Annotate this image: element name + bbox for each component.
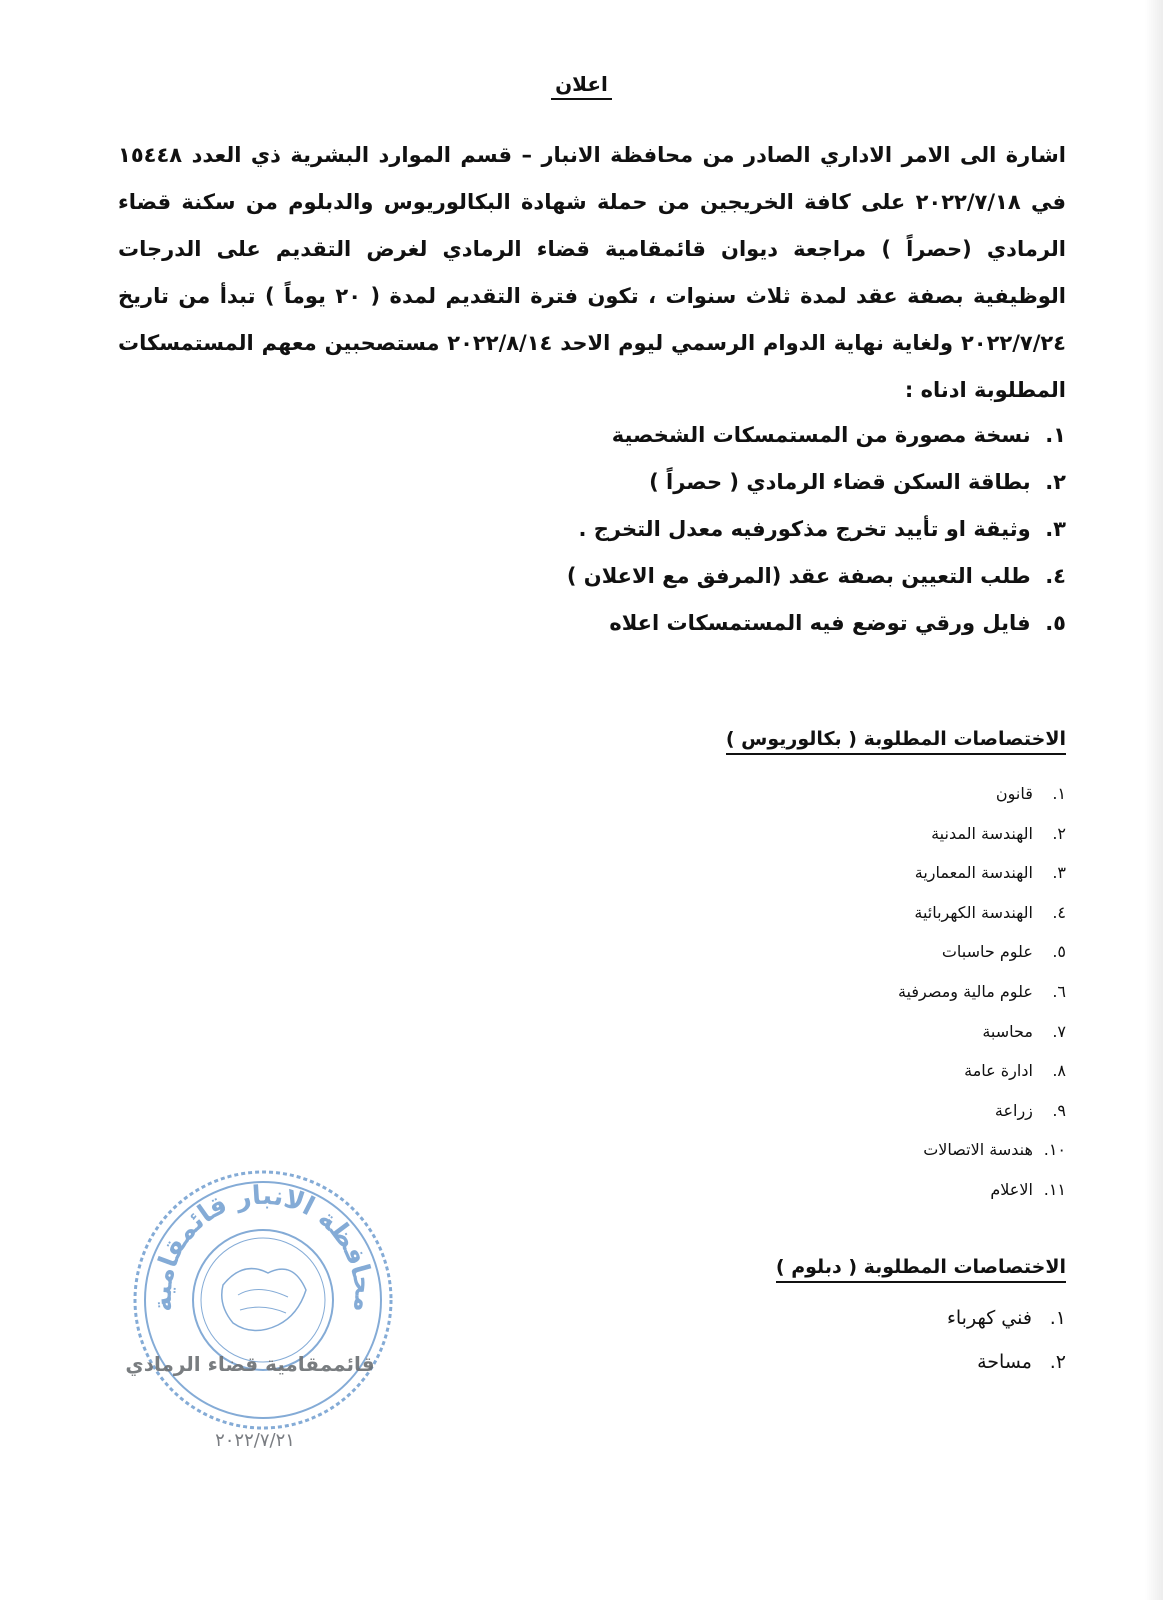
list-item bbox=[118, 893, 1066, 933]
official-seal-stamp bbox=[128, 1165, 398, 1435]
list-item bbox=[118, 553, 1066, 600]
list-item bbox=[118, 459, 1066, 506]
list-item bbox=[118, 853, 1066, 893]
svg-text:محافظة الانبار قائمقامية bbox=[148, 1181, 379, 1314]
item-number: ٥. bbox=[1045, 611, 1066, 635]
item-text: هندسة الاتصالات bbox=[923, 1140, 1033, 1160]
item-number: ١. bbox=[1052, 784, 1066, 803]
item-text: علوم حاسبات bbox=[941, 942, 1033, 962]
item-number: ١٠. bbox=[1043, 1140, 1066, 1160]
item-number: ٤. bbox=[1045, 564, 1066, 588]
item-number: ٨. bbox=[1052, 1061, 1066, 1081]
item-text: الهندسة الكهربائية bbox=[914, 902, 1033, 922]
item-number: ١. bbox=[1045, 423, 1066, 447]
item-number: ١١. bbox=[1043, 1179, 1066, 1199]
item-text: زراعة bbox=[994, 1100, 1033, 1120]
list-item bbox=[118, 600, 1066, 647]
item-number: ٥. bbox=[1052, 942, 1066, 962]
list-item bbox=[118, 774, 1066, 814]
item-number: ١. bbox=[1049, 1307, 1066, 1329]
item-text: الهندسة المعمارية bbox=[914, 863, 1033, 883]
item-text: محاسبة bbox=[982, 1021, 1033, 1041]
page-edge-shadow bbox=[1145, 0, 1163, 1600]
item-text: قانون bbox=[995, 784, 1033, 803]
seal-text: محافظة الانبار قائمقامية bbox=[147, 1180, 379, 1314]
item-number: ٤. bbox=[1052, 902, 1066, 922]
item-number: ٦. bbox=[1052, 981, 1066, 1001]
bachelor-majors-list bbox=[118, 774, 1066, 1210]
item-text: فايل ورقي توضع فيه المستمسكات اعلاه bbox=[609, 611, 1031, 635]
item-text: ادارة عامة bbox=[964, 1061, 1033, 1081]
intro-paragraph: اشارة الى الامر الاداري الصادر من محافظة الانبار – قسم الموارد البشرية ذي العدد ١٥٤٤٨ في ٢٠٢٢/٧/١٨ على كافة الخريجين من حملة شهادة البكالوريوس والدبلوم من سكنة قضاء الرمادي (حصراً ) مراجعة ديوان قائمقامية قضاء الرمادي لغرض التقديم على الدرجات الوظيفية بصفة عقد لمدة ثلاث سنوات ، تكون فترة التقديم لمدة ( ٢٠ يوماً ) تبدأ من تاريخ ٢٠٢٢/٧/٢٤ ولغاية نهاية الدوام الرسمي ليوم الاحد ٢٠٢٢/٨/١٤ مستصحبين معهم المستمسكات المطلوبة ادناه : bbox=[118, 143, 1066, 402]
item-text: الهندسة المدنية bbox=[931, 823, 1033, 843]
item-text: مساحة bbox=[977, 1351, 1032, 1373]
list-item bbox=[118, 1012, 1066, 1052]
item-number: ٢. bbox=[1049, 1351, 1066, 1373]
list-item bbox=[118, 1051, 1066, 1091]
list-item bbox=[118, 506, 1066, 553]
item-number: ٢. bbox=[1045, 470, 1066, 494]
bachelor-heading-text: الاختصاصات المطلوبة ( بكالوريوس ) bbox=[726, 728, 1066, 755]
item-text: الاعلام bbox=[990, 1179, 1033, 1199]
signature-office: قائممقامية قضاء الرمادي bbox=[125, 1352, 375, 1376]
diploma-heading-text: الاختصاصات المطلوبة ( دبلوم ) bbox=[776, 1256, 1066, 1283]
list-item bbox=[118, 1130, 1066, 1170]
item-number: ٣. bbox=[1045, 517, 1066, 541]
required-documents-list bbox=[118, 412, 1066, 647]
list-item bbox=[118, 814, 1066, 854]
item-text: بطاقة السكن قضاء الرمادي ( حصراً ) bbox=[649, 470, 1031, 494]
item-number: ٢. bbox=[1052, 823, 1066, 843]
item-number: ٩. bbox=[1052, 1100, 1066, 1120]
item-text: فني كهرباء bbox=[946, 1307, 1032, 1329]
item-text: طلب التعيين بصفة عقد (المرفق مع الاعلان ) bbox=[566, 564, 1031, 588]
announcement-title bbox=[0, 72, 1163, 96]
item-text: وثيقة او تأييد تخرج مذكورفيه معدل التخرج . bbox=[578, 517, 1031, 541]
list-item bbox=[118, 1091, 1066, 1131]
item-number: ٧. bbox=[1052, 1021, 1066, 1041]
list-item bbox=[118, 972, 1066, 1012]
item-text: علوم مالية ومصرفية bbox=[897, 981, 1033, 1001]
item-number: ٣. bbox=[1052, 863, 1066, 883]
bachelor-heading bbox=[118, 728, 1066, 750]
announcement-date: ٢٠٢٢/٧/٢١ bbox=[215, 1430, 295, 1451]
title-text: اعلان bbox=[551, 72, 612, 100]
list-item bbox=[118, 932, 1066, 972]
list-item bbox=[118, 412, 1066, 459]
item-text: نسخة مصورة من المستمسكات الشخصية bbox=[611, 423, 1031, 447]
